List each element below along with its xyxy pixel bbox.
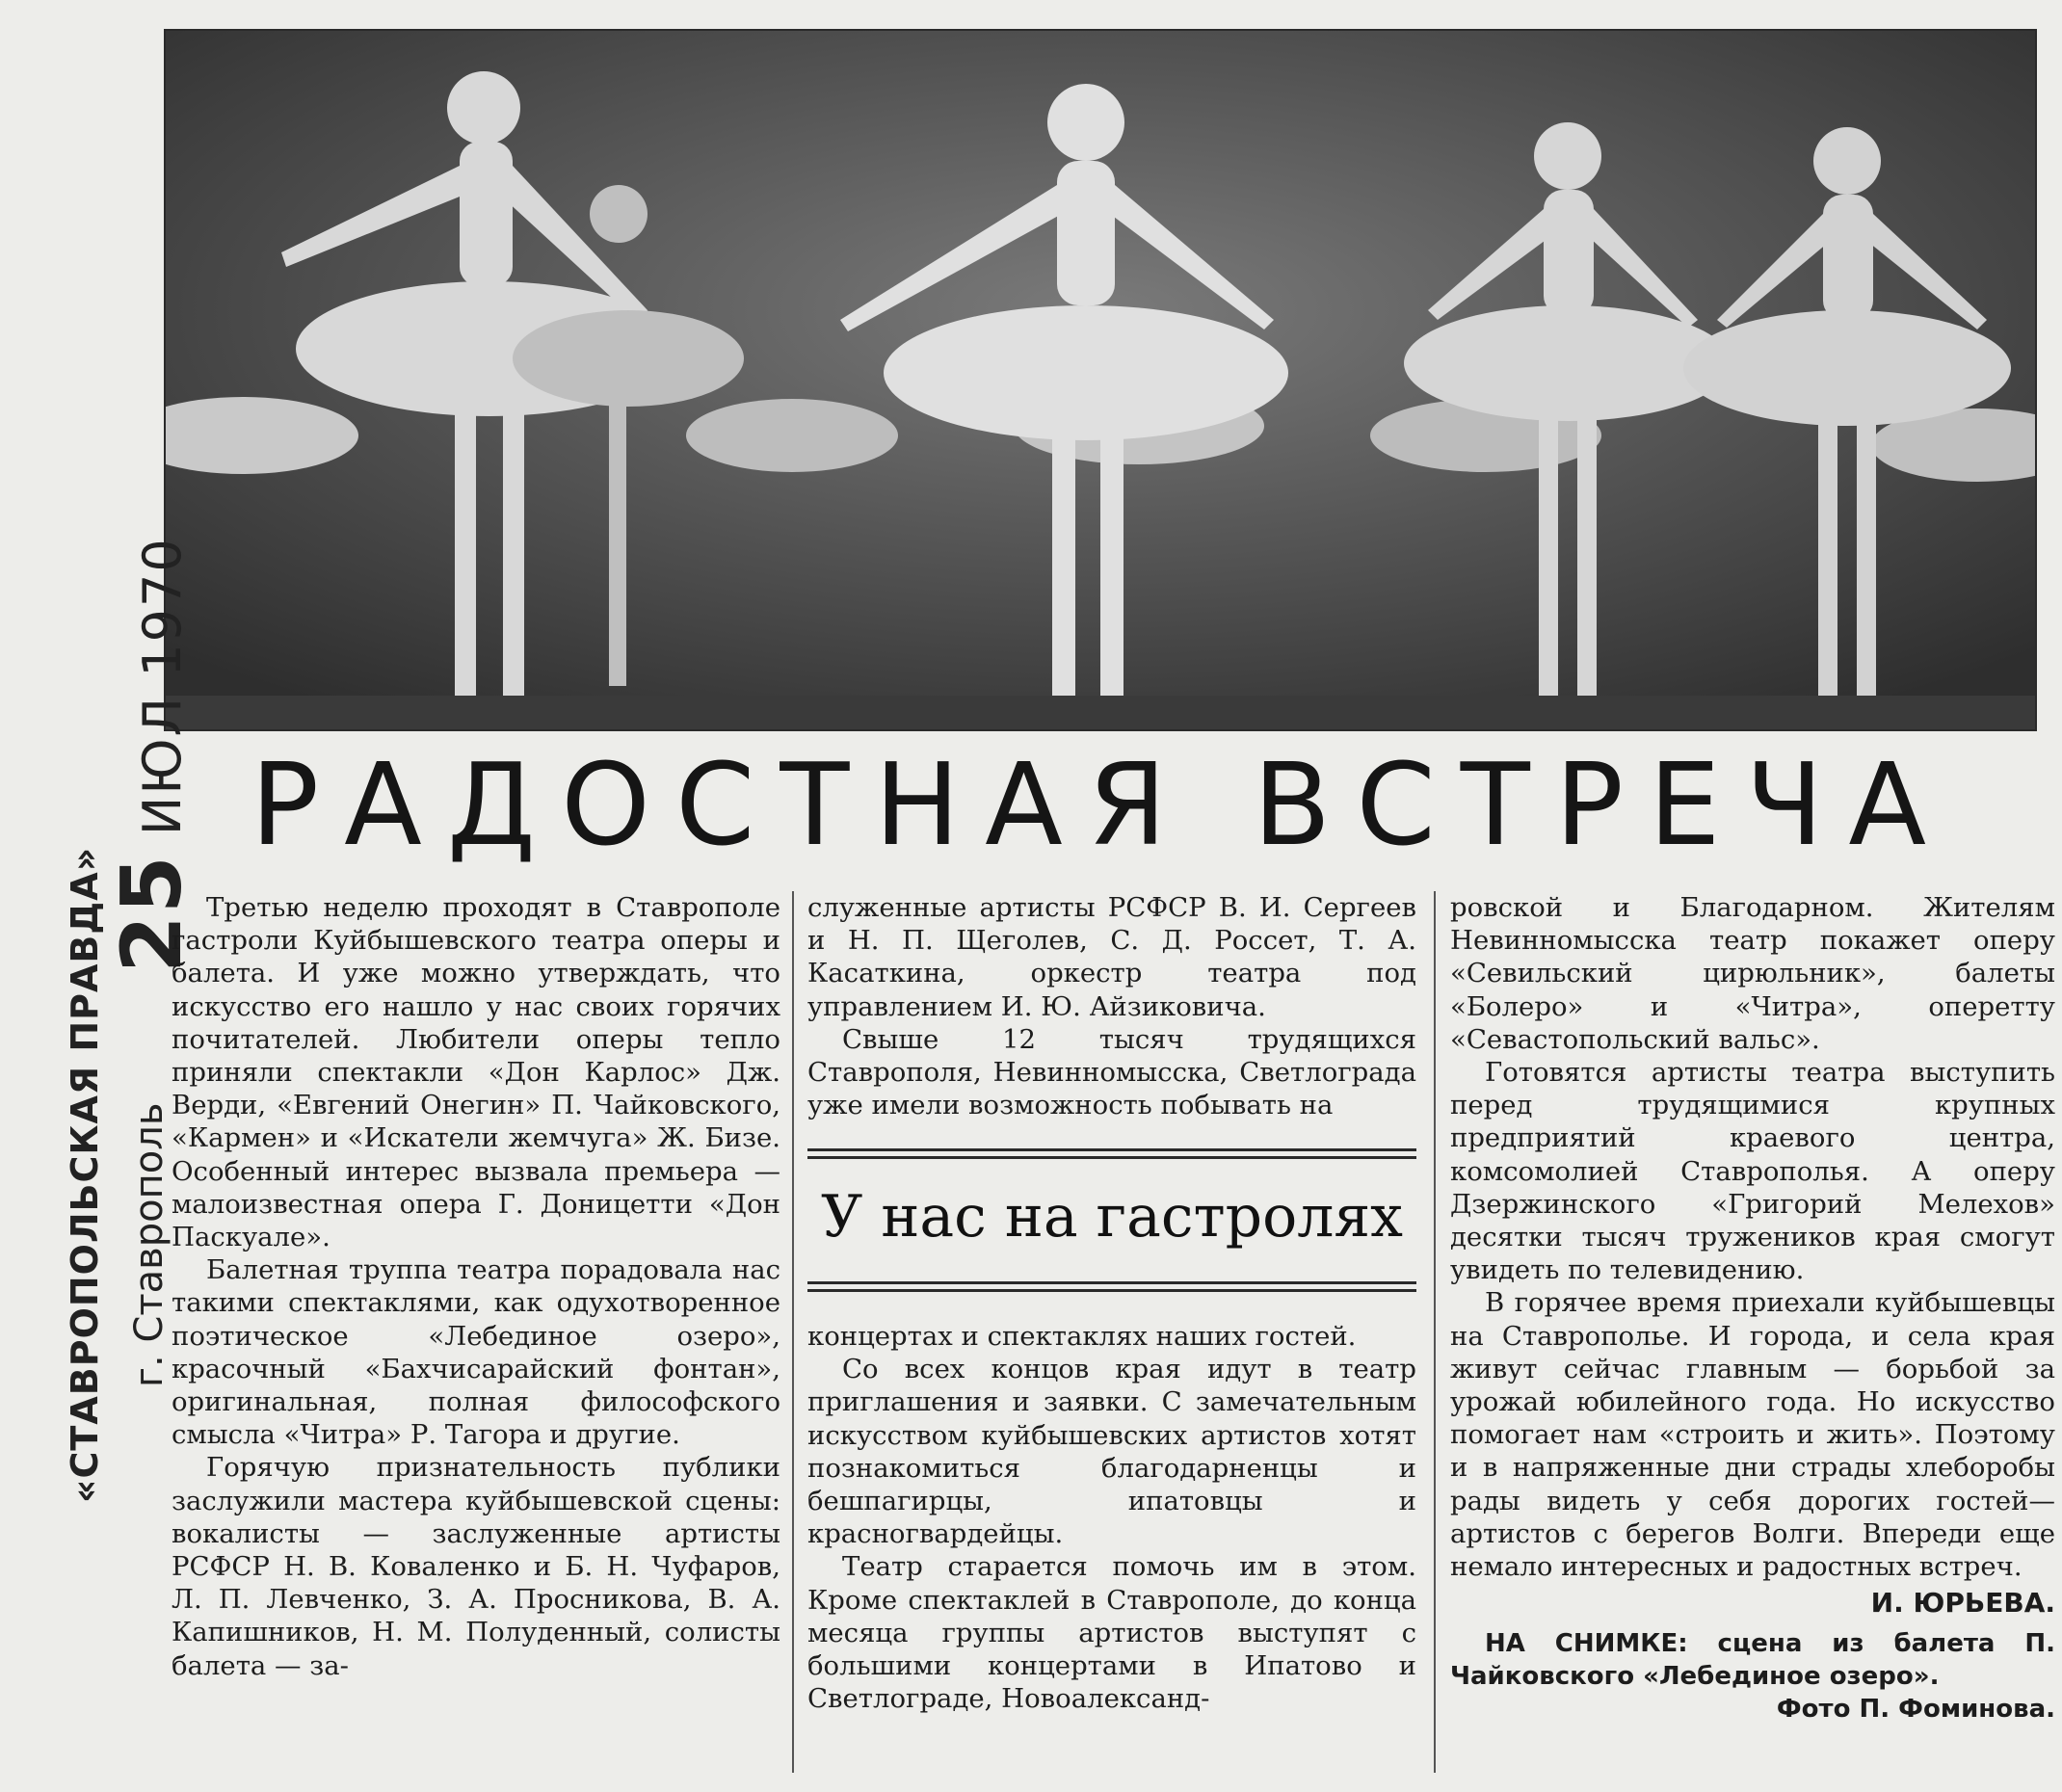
- paragraph: концертах и спектаклях наших гостей.: [807, 1321, 1357, 1352]
- paragraph: Готовятся артисты театра выступить перед трудящимися крупных предприятий краевого центра, комсомолией Ставрополья. А оперу Дзержинского «Григорий Мелехов» десятки тысяч тружеников края смогут увидеть по телевидению.: [1450, 1057, 2055, 1286]
- paragraph: служенные артисты РСФСР В. И. Сергеев и Н. П. Щеголев, С. Д. Россет, Т. А. Касаткина, оркестр театра под управлением И. Ю. Айзиковича.: [807, 892, 1416, 1022]
- article-column-2-top: [807, 891, 1416, 1137]
- author-signature: И. ЮРЬЕВА.: [1870, 1587, 2055, 1620]
- paragraph: Театр старается помочь им в этом. Кроме спектаклей в Ставрополе, до конца месяца группы артистов выступят с большими концертами в Ипатово и Светлограде, Новоалександ-: [807, 1551, 1416, 1715]
- photo-caption: НА СНИМКЕ: сцена из балета П. Чайковского «Лебединое озеро».: [1450, 1629, 2055, 1692]
- photo-credit: Фото П. Фоминова.: [1776, 1695, 2055, 1725]
- column-divider: [792, 891, 794, 1773]
- stamp-newspaper-name: «СТАВРОПОЛЬСКАЯ ПРАВДА»: [64, 846, 106, 1503]
- paragraph: В горячее время приехали куйбышевцы на Ставрополье. И города, и села края живут сейчас главным — борьбой за урожай юбилейного года. Но искусство помогает нам «строить и жить». Поэтому и в напряженные дни страды хлеборобы рады видеть у себя дорогих гостей—артистов с берегов Волги. Впереди еще немало интересных и радостных встреч.: [1450, 1287, 2055, 1583]
- article-column-2-bottom: [807, 1320, 1416, 1778]
- article-headline: РАДОСТНАЯ ВСТРЕЧА: [251, 738, 1952, 871]
- stamp-date: 25 ИЮЛ 1970: [104, 537, 200, 973]
- rubric-rule-bottom: [807, 1281, 1416, 1284]
- paragraph: Балетная труппа театра порадовала нас такими спектаклями, как одухотворенное поэтическое «Лебединое озеро», красочный «Бахчисарайский фонтан», оригинальная, полная философского смысла «Читра» Р. Тагора и другие.: [172, 1254, 780, 1451]
- paragraph: Горячую признательность публики заслужили мастера куйбышевской сцены: вокалисты — заслуженные артисты РСФСР Н. В. Коваленко и Б. Н. Чуфаров, Л. П. Левченко, З. А. Просникова, В. А. Капишников, Н. М. Полуденный, солисты балета — за-: [172, 1452, 780, 1681]
- paragraph: ровской и Благодарном. Жителям Невинномысска театр покажет оперу «Севильский цирюльник», балеты «Болеро» и «Читра», оперетту «Севастопольский вальс».: [1450, 892, 2055, 1055]
- rubric-rule-bottom-2: [807, 1289, 1416, 1292]
- stamp-city: г. Ставрополь: [127, 1102, 172, 1387]
- article-column-1: [172, 891, 780, 1778]
- paragraph: Со всех концов края идут в театр приглашения и заявки. С замечательным искусством куйбышевских артистов хотят познакомиться благодарненцы и бешпагирцы, ипатовцы и красногвардейцы.: [807, 1354, 1416, 1550]
- column-divider: [1434, 891, 1436, 1773]
- paragraph: Третью неделю проходят в Ставрополе гастроли Куйбышевского театра оперы и балета. И уже можно утверждать, что искусство его нашло у нас своих горячих почитателей. Любители оперы тепло приняли спектакли «Дон Карлос» Дж. Верди, «Евгений Онегин» П. Чайковского, «Кармен» и «Искатели жемчуга» Ж. Бизе. Особенный интерес вызвала премьера — малоизвестная опера Г. Доницетти «Дон Паскуале».: [172, 892, 780, 1253]
- article-column-3: [1450, 891, 2055, 1778]
- rubric-rule-top: [807, 1148, 1416, 1151]
- paragraph: Свыше 12 тысяч трудящихся Ставрополя, Невинномысска, Светлограда уже имели возможность побывать на: [807, 1023, 1416, 1121]
- ballet-scene-image: [166, 31, 2035, 729]
- rubric-box: [807, 1148, 1416, 1301]
- ballet-photo: [164, 29, 2037, 731]
- rubric-title: У нас на гастролях: [820, 1183, 1404, 1251]
- rubric-rule-top-2: [807, 1156, 1416, 1159]
